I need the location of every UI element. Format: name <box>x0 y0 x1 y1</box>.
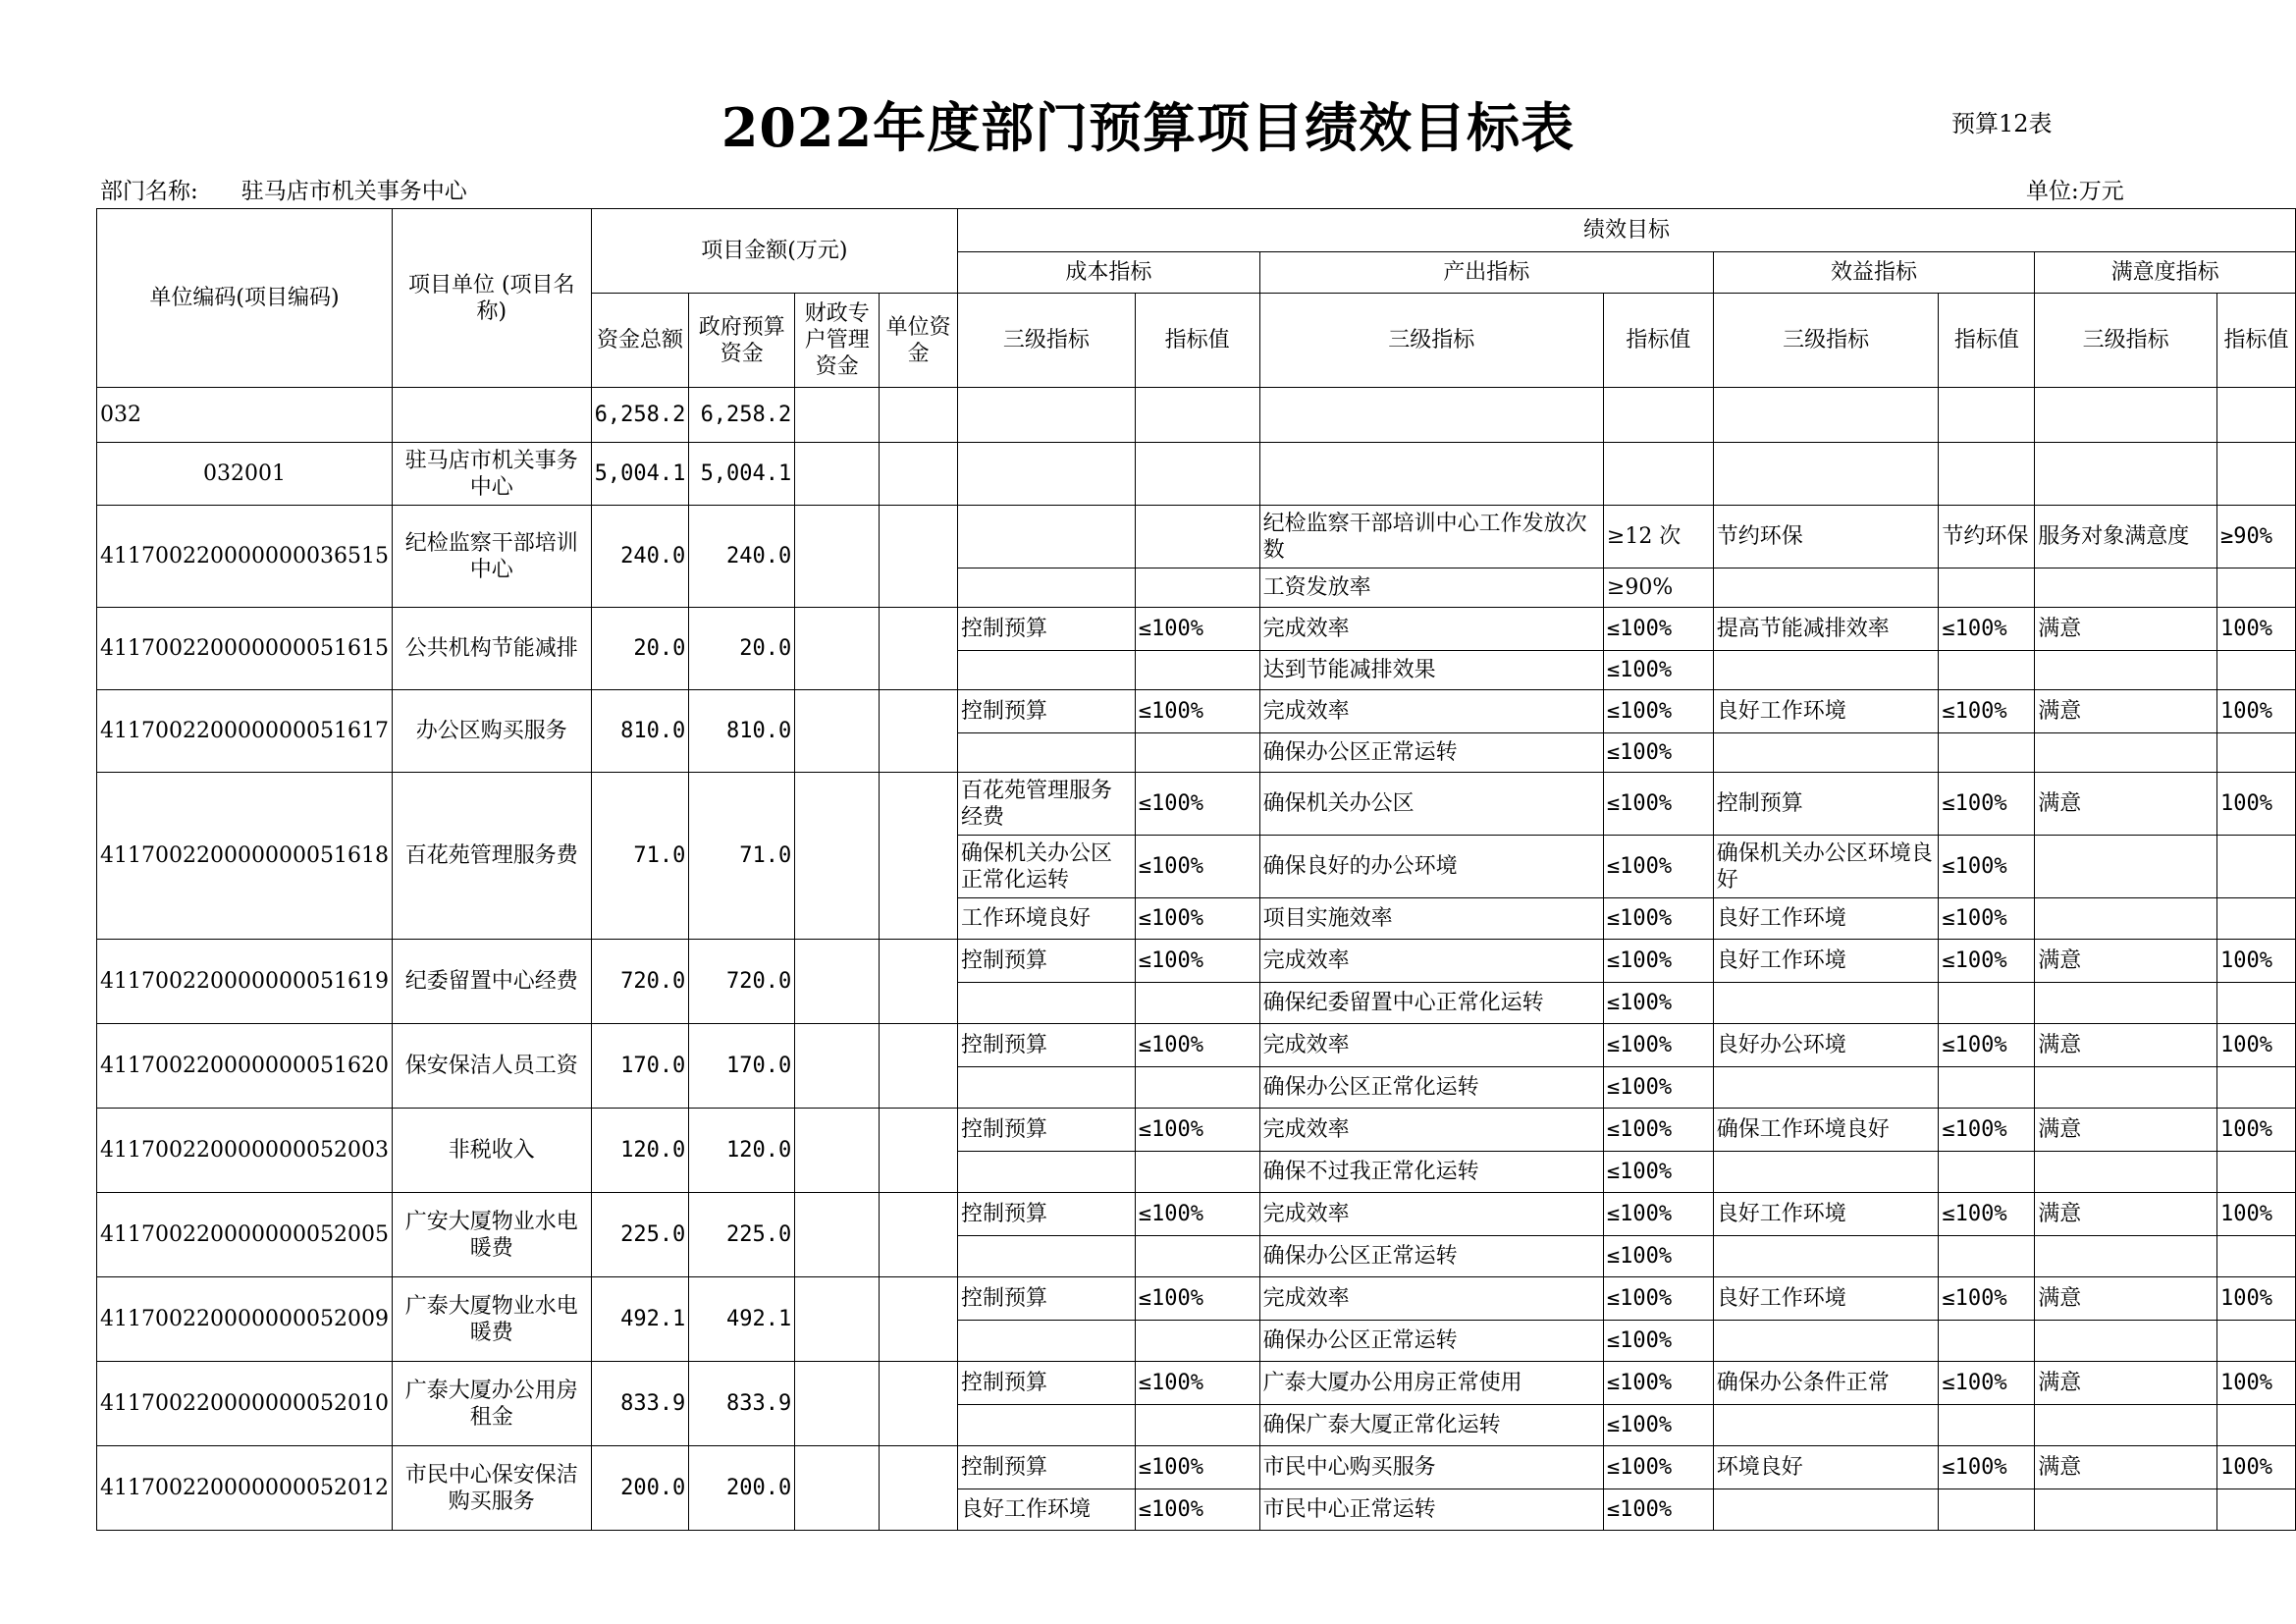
project-name: 纪委留置中心经费 <box>392 940 591 1024</box>
table-row <box>97 773 2296 836</box>
cost-value: ≤100% <box>1135 1489 1259 1531</box>
output-level3: 确保不过我正常化运转 <box>1259 1152 1603 1193</box>
cost-value <box>1135 568 1259 608</box>
project-name: 纪检监察干部培训中心 <box>392 506 591 608</box>
total-amount: 20.0 <box>591 608 689 690</box>
cost-level3: 控制预算 <box>958 1277 1136 1321</box>
total-amount: 71.0 <box>591 773 689 940</box>
satisfaction-level3: 满意 <box>2035 940 2217 983</box>
cost-level3 <box>958 651 1136 690</box>
output-value: ≤100% <box>1603 1321 1713 1362</box>
cost-value: ≤100% <box>1135 1362 1259 1405</box>
unit-code: 411700220000000052003 <box>97 1109 393 1193</box>
department-label: 部门名称: <box>100 179 198 204</box>
benefit-value: ≤100% <box>1939 1277 2035 1321</box>
benefit-level3 <box>1713 1405 1939 1446</box>
output-level3: 确保办公区正常运转 <box>1259 1236 1603 1277</box>
unit-code: 411700220000000051617 <box>97 690 393 773</box>
satisfaction-value <box>2216 836 2295 898</box>
satisfaction-value: 100% <box>2216 608 2295 651</box>
benefit-value <box>1939 1236 2035 1277</box>
benefit-value <box>1939 1321 2035 1362</box>
satisfaction-level3 <box>2035 568 2217 608</box>
satisfaction-value: 100% <box>2216 940 2295 983</box>
project-name <box>392 388 591 443</box>
output-value: ≤100% <box>1603 1024 1713 1067</box>
output-value: ≤100% <box>1603 1489 1713 1531</box>
gov-amount: 720.0 <box>689 940 795 1024</box>
benefit-value: ≤100% <box>1939 940 2035 983</box>
cost-value: ≤100% <box>1135 836 1259 898</box>
unit-code: 032 <box>97 388 393 443</box>
cost-level3: 控制预算 <box>958 940 1136 983</box>
satisfaction-value <box>2216 1405 2295 1446</box>
cost-value <box>1135 1067 1259 1109</box>
project-name: 办公区购买服务 <box>392 690 591 773</box>
satisfaction-value: ≥90% <box>2216 506 2295 568</box>
header-performance: 绩效目标 <box>958 209 2296 252</box>
cost-level3: 良好工作环境 <box>958 1489 1136 1531</box>
table-row <box>97 1024 2296 1067</box>
satisfaction-level3 <box>2035 983 2217 1024</box>
header-benefit-value: 指标值 <box>1939 294 2035 388</box>
header-output: 产出指标 <box>1259 252 1713 294</box>
output-value: ≤100% <box>1603 1236 1713 1277</box>
gov-amount: 492.1 <box>689 1277 795 1362</box>
satisfaction-value: 100% <box>2216 1193 2295 1236</box>
output-level3: 确保办公区正常运转 <box>1259 1321 1603 1362</box>
unit-code: 411700220000000051620 <box>97 1024 393 1109</box>
unit-code: 411700220000000052009 <box>97 1277 393 1362</box>
cost-level3: 百花苑管理服务经费 <box>958 773 1136 836</box>
cost-level3: 确保机关办公区正常化运转 <box>958 836 1136 898</box>
cost-value: ≤100% <box>1135 1109 1259 1152</box>
benefit-level3: 提高节能减排效率 <box>1713 608 1939 651</box>
cost-level3: 控制预算 <box>958 690 1136 733</box>
project-name: 广泰大厦物业水电暖费 <box>392 1277 591 1362</box>
output-value: ≤100% <box>1603 940 1713 983</box>
gov-amount: 200.0 <box>689 1446 795 1531</box>
output-level3: 确保广泰大厦正常化运转 <box>1259 1405 1603 1446</box>
output-level3: 完成效率 <box>1259 608 1603 651</box>
cost-value <box>1135 506 1259 568</box>
project-name: 广安大厦物业水电暖费 <box>392 1193 591 1277</box>
output-level3: 完成效率 <box>1259 1193 1603 1236</box>
header-unit-code: 单位编码(项目编码) <box>97 209 393 388</box>
benefit-value <box>1939 651 2035 690</box>
output-value: ≤100% <box>1603 651 1713 690</box>
cost-value: ≤100% <box>1135 1024 1259 1067</box>
satisfaction-value: 100% <box>2216 773 2295 836</box>
benefit-level3: 良好工作环境 <box>1713 1277 1939 1321</box>
project-name: 驻马店市机关事务中心 <box>392 443 591 506</box>
satisfaction-value: 100% <box>2216 1109 2295 1152</box>
output-level3: 完成效率 <box>1259 1024 1603 1067</box>
satisfaction-level3: 满意 <box>2035 1193 2217 1236</box>
satisfaction-level3 <box>2035 1489 2217 1531</box>
cost-value: ≤100% <box>1135 690 1259 733</box>
unit-code: 032001 <box>97 443 393 506</box>
output-value: ≤100% <box>1603 733 1713 773</box>
satisfaction-level3: 满意 <box>2035 1362 2217 1405</box>
benefit-level3 <box>1713 1152 1939 1193</box>
total-amount: 6,258.2 <box>591 388 689 443</box>
header-amount: 项目金额(万元) <box>591 209 957 294</box>
satisfaction-level3 <box>2035 1405 2217 1446</box>
output-level3: 广泰大厦办公用房正常使用 <box>1259 1362 1603 1405</box>
benefit-level3 <box>1713 651 1939 690</box>
cost-value <box>1135 1152 1259 1193</box>
output-level3: 确保办公区正常化运转 <box>1259 1067 1603 1109</box>
benefit-value <box>1939 1405 2035 1446</box>
cost-level3 <box>958 506 1136 568</box>
output-value: ≤100% <box>1603 1067 1713 1109</box>
benefit-level3: 良好办公环境 <box>1713 1024 1939 1067</box>
gov-amount: 120.0 <box>689 1109 795 1193</box>
cost-level3 <box>958 733 1136 773</box>
satisfaction-level3: 满意 <box>2035 1446 2217 1489</box>
output-value: ≤100% <box>1603 773 1713 836</box>
output-value: ≤100% <box>1603 1405 1713 1446</box>
output-value: ≤100% <box>1603 898 1713 940</box>
output-value: ≤100% <box>1603 1152 1713 1193</box>
header-output-level3: 三级指标 <box>1259 294 1603 388</box>
department-name: 驻马店市机关事务中心 <box>240 179 467 204</box>
table-row <box>97 690 2296 733</box>
gov-amount: 225.0 <box>689 1193 795 1277</box>
header-unitfund: 单位资金 <box>880 294 958 388</box>
satisfaction-level3: 满意 <box>2035 608 2217 651</box>
unit-code: 411700220000000052005 <box>97 1193 393 1277</box>
cost-value: ≤100% <box>1135 1446 1259 1489</box>
header-total: 资金总额 <box>591 294 689 388</box>
satisfaction-value <box>2216 1067 2295 1109</box>
header-project-unit: 项目单位 (项目名称) <box>392 209 591 388</box>
table-row <box>97 1362 2296 1405</box>
gov-amount: 71.0 <box>689 773 795 940</box>
output-value: ≤100% <box>1603 608 1713 651</box>
satisfaction-level3: 服务对象满意度 <box>2035 506 2217 568</box>
output-value: ≤100% <box>1603 1446 1713 1489</box>
form-number: 预算12表 <box>1951 110 2053 137</box>
benefit-value <box>1939 1489 2035 1531</box>
satisfaction-value: 100% <box>2216 1277 2295 1321</box>
benefit-value: ≤100% <box>1939 1193 2035 1236</box>
unit-label: 单位:万元 <box>2026 179 2124 204</box>
satisfaction-value <box>2216 983 2295 1024</box>
output-level3: 确保机关办公区 <box>1259 773 1603 836</box>
satisfaction-value <box>2216 1236 2295 1277</box>
total-amount: 240.0 <box>591 506 689 608</box>
output-level3: 确保纪委留置中心正常化运转 <box>1259 983 1603 1024</box>
satisfaction-value: 100% <box>2216 690 2295 733</box>
benefit-level3: 确保工作环境良好 <box>1713 1109 1939 1152</box>
total-amount: 225.0 <box>591 1193 689 1277</box>
benefit-value: ≤100% <box>1939 836 2035 898</box>
output-level3: 确保良好的办公环境 <box>1259 836 1603 898</box>
cost-level3: 控制预算 <box>958 1109 1136 1152</box>
output-level3: 确保办公区正常运转 <box>1259 733 1603 773</box>
benefit-level3: 确保机关办公区环境良好 <box>1713 836 1939 898</box>
table-row <box>97 1193 2296 1236</box>
benefit-value: ≤100% <box>1939 773 2035 836</box>
benefit-level3 <box>1713 1489 1939 1531</box>
output-level3: 市民中心购买服务 <box>1259 1446 1603 1489</box>
header-cost-value: 指标值 <box>1135 294 1259 388</box>
header-special: 财政专户管理资金 <box>795 294 880 388</box>
benefit-value: ≤100% <box>1939 1362 2035 1405</box>
output-value: ≥12 次 <box>1603 506 1713 568</box>
unit-code: 411700220000000052012 <box>97 1446 393 1531</box>
cost-value <box>1135 651 1259 690</box>
project-name: 公共机构节能减排 <box>392 608 591 690</box>
satisfaction-level3: 满意 <box>2035 1024 2217 1067</box>
cost-value <box>1135 983 1259 1024</box>
cost-value <box>1135 1321 1259 1362</box>
page-title: 2022年度部门预算项目绩效目标表 <box>721 96 1575 159</box>
gov-amount: 170.0 <box>689 1024 795 1109</box>
output-value: ≤100% <box>1603 1193 1713 1236</box>
header-output-value: 指标值 <box>1603 294 1713 388</box>
output-level3: 完成效率 <box>1259 1277 1603 1321</box>
cost-level3: 控制预算 <box>958 1024 1136 1067</box>
benefit-value: 节约环保 <box>1939 506 2035 568</box>
header-gov: 政府预算资金 <box>689 294 795 388</box>
gov-amount: 240.0 <box>689 506 795 608</box>
benefit-level3 <box>1713 568 1939 608</box>
table-row <box>97 1277 2296 1321</box>
satisfaction-value: 100% <box>2216 1024 2295 1067</box>
output-level3: 完成效率 <box>1259 1109 1603 1152</box>
satisfaction-level3 <box>2035 1067 2217 1109</box>
benefit-level3 <box>1713 1321 1939 1362</box>
total-amount: 200.0 <box>591 1446 689 1531</box>
cost-level3 <box>958 568 1136 608</box>
cost-level3 <box>958 1152 1136 1193</box>
satisfaction-level3: 满意 <box>2035 1277 2217 1321</box>
satisfaction-value <box>2216 1489 2295 1531</box>
output-level3: 完成效率 <box>1259 690 1603 733</box>
output-value: ≤100% <box>1603 983 1713 1024</box>
table-row <box>97 1109 2296 1152</box>
output-value: ≤100% <box>1603 1277 1713 1321</box>
header-benefit-level3: 三级指标 <box>1713 294 1939 388</box>
cost-level3 <box>958 983 1136 1024</box>
benefit-level3: 良好工作环境 <box>1713 690 1939 733</box>
total-amount: 492.1 <box>591 1277 689 1362</box>
benefit-value <box>1939 1067 2035 1109</box>
satisfaction-level3: 满意 <box>2035 690 2217 733</box>
benefit-value: ≤100% <box>1939 1024 2035 1067</box>
header-satisfaction: 满意度指标 <box>2035 252 2296 294</box>
gov-amount: 810.0 <box>689 690 795 773</box>
benefit-value: ≤100% <box>1939 690 2035 733</box>
satisfaction-value <box>2216 733 2295 773</box>
table-row <box>97 443 2296 506</box>
total-amount: 810.0 <box>591 690 689 773</box>
benefit-level3: 环境良好 <box>1713 1446 1939 1489</box>
performance-table <box>96 208 2296 1531</box>
project-name: 非税收入 <box>392 1109 591 1193</box>
cost-value: ≤100% <box>1135 940 1259 983</box>
output-value: ≥90% <box>1603 568 1713 608</box>
benefit-level3: 良好工作环境 <box>1713 1193 1939 1236</box>
cost-level3: 控制预算 <box>958 608 1136 651</box>
unit-code: 411700220000000051618 <box>97 773 393 940</box>
project-name: 广泰大厦办公用房租金 <box>392 1362 591 1446</box>
benefit-value <box>1939 733 2035 773</box>
cost-level3: 工作环境良好 <box>958 898 1136 940</box>
cost-value <box>1135 1236 1259 1277</box>
gov-amount: 20.0 <box>689 608 795 690</box>
satisfaction-level3: 满意 <box>2035 1109 2217 1152</box>
table-row <box>97 940 2296 983</box>
satisfaction-value: 100% <box>2216 1362 2295 1405</box>
cost-value <box>1135 733 1259 773</box>
table-row <box>97 388 2296 443</box>
unit-code: 411700220000000036515 <box>97 506 393 608</box>
satisfaction-level3 <box>2035 1236 2217 1277</box>
gov-amount: 6,258.2 <box>689 388 795 443</box>
unit-code: 411700220000000051619 <box>97 940 393 1024</box>
total-amount: 833.9 <box>591 1362 689 1446</box>
satisfaction-level3 <box>2035 1152 2217 1193</box>
table-row <box>97 506 2296 568</box>
satisfaction-level3 <box>2035 836 2217 898</box>
output-value: ≤100% <box>1603 1109 1713 1152</box>
benefit-value: ≤100% <box>1939 898 2035 940</box>
output-level3: 工资发放率 <box>1259 568 1603 608</box>
satisfaction-value <box>2216 651 2295 690</box>
benefit-level3: 良好工作环境 <box>1713 940 1939 983</box>
header-sat-value: 指标值 <box>2216 294 2295 388</box>
project-name: 百花苑管理服务费 <box>392 773 591 940</box>
cost-value: ≤100% <box>1135 608 1259 651</box>
benefit-level3 <box>1713 1067 1939 1109</box>
cost-level3: 控制预算 <box>958 1193 1136 1236</box>
output-value: ≤100% <box>1603 1362 1713 1405</box>
total-amount: 5,004.1 <box>591 443 689 506</box>
satisfaction-value <box>2216 898 2295 940</box>
department-line <box>100 173 467 205</box>
benefit-value <box>1939 568 2035 608</box>
cost-value: ≤100% <box>1135 898 1259 940</box>
benefit-level3 <box>1713 733 1939 773</box>
satisfaction-level3 <box>2035 651 2217 690</box>
output-value: ≤100% <box>1603 690 1713 733</box>
project-name: 市民中心保安保洁购买服务 <box>392 1446 591 1531</box>
unit-code: 411700220000000051615 <box>97 608 393 690</box>
benefit-level3: 节约环保 <box>1713 506 1939 568</box>
output-level3: 达到节能减排效果 <box>1259 651 1603 690</box>
cost-level3 <box>958 1067 1136 1109</box>
table-row <box>97 608 2296 651</box>
header-cost: 成本指标 <box>958 252 1260 294</box>
satisfaction-level3: 满意 <box>2035 773 2217 836</box>
cost-value: ≤100% <box>1135 1193 1259 1236</box>
header-cost-level3: 三级指标 <box>958 294 1136 388</box>
satisfaction-level3 <box>2035 733 2217 773</box>
benefit-level3 <box>1713 983 1939 1024</box>
satisfaction-value <box>2216 568 2295 608</box>
satisfaction-level3 <box>2035 898 2217 940</box>
benefit-level3: 良好工作环境 <box>1713 898 1939 940</box>
satisfaction-level3 <box>2035 1321 2217 1362</box>
unit-code: 411700220000000052010 <box>97 1362 393 1446</box>
gov-amount: 833.9 <box>689 1362 795 1446</box>
project-name: 保安保洁人员工资 <box>392 1024 591 1109</box>
output-value: ≤100% <box>1603 836 1713 898</box>
benefit-value <box>1939 983 2035 1024</box>
cost-value <box>1135 1405 1259 1446</box>
output-level3: 市民中心正常运转 <box>1259 1489 1603 1531</box>
satisfaction-value <box>2216 1321 2295 1362</box>
table-row <box>97 1446 2296 1489</box>
satisfaction-value <box>2216 1152 2295 1193</box>
benefit-value: ≤100% <box>1939 1109 2035 1152</box>
benefit-level3: 控制预算 <box>1713 773 1939 836</box>
cost-level3 <box>958 1236 1136 1277</box>
satisfaction-value: 100% <box>2216 1446 2295 1489</box>
total-amount: 720.0 <box>591 940 689 1024</box>
cost-level3: 控制预算 <box>958 1446 1136 1489</box>
header-sat-level3: 三级指标 <box>2035 294 2217 388</box>
benefit-value: ≤100% <box>1939 608 2035 651</box>
output-level3: 纪检监察干部培训中心工作发放次数 <box>1259 506 1603 568</box>
gov-amount: 5,004.1 <box>689 443 795 506</box>
header-benefit: 效益指标 <box>1713 252 2035 294</box>
cost-level3 <box>958 1405 1136 1446</box>
cost-level3 <box>958 1321 1136 1362</box>
output-level3: 项目实施效率 <box>1259 898 1603 940</box>
cost-value: ≤100% <box>1135 773 1259 836</box>
benefit-value <box>1939 1152 2035 1193</box>
benefit-level3: 确保办公条件正常 <box>1713 1362 1939 1405</box>
output-level3: 完成效率 <box>1259 940 1603 983</box>
benefit-level3 <box>1713 1236 1939 1277</box>
cost-level3: 控制预算 <box>958 1362 1136 1405</box>
benefit-value: ≤100% <box>1939 1446 2035 1489</box>
total-amount: 170.0 <box>591 1024 689 1109</box>
cost-value: ≤100% <box>1135 1277 1259 1321</box>
total-amount: 120.0 <box>591 1109 689 1193</box>
